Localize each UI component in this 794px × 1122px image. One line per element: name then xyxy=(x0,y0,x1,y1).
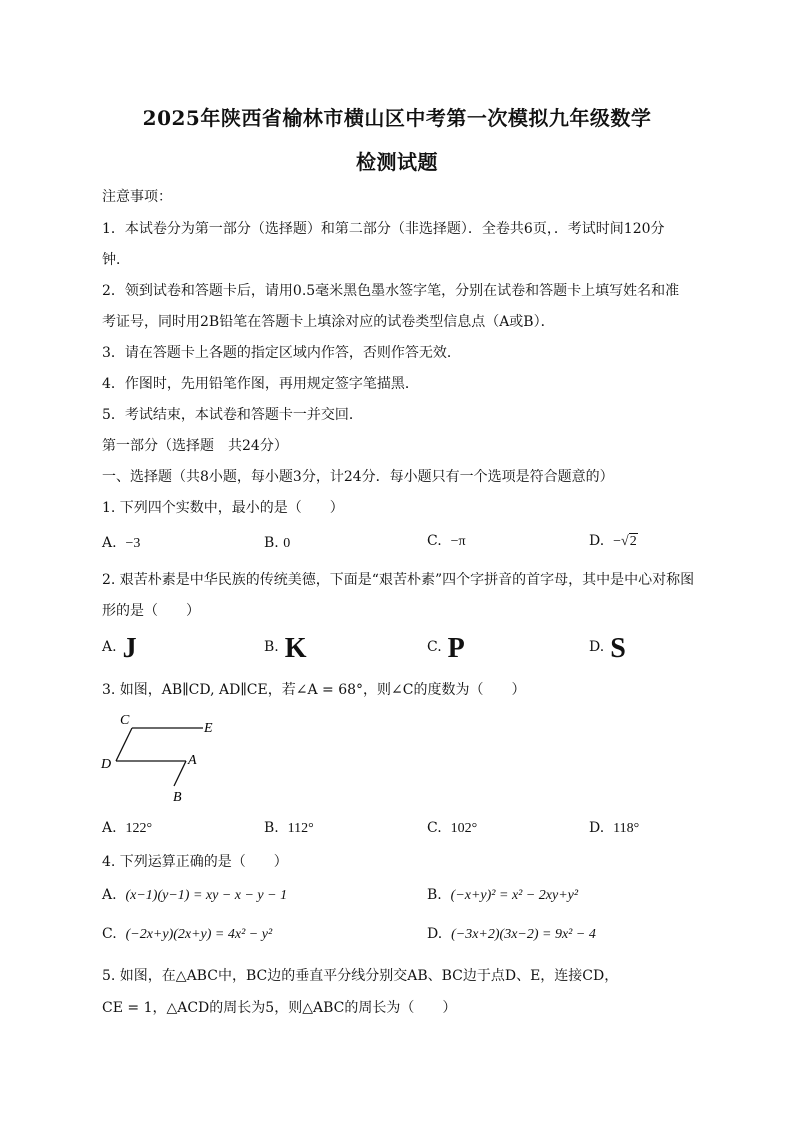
q1-option-d: D. −√2 xyxy=(589,533,637,549)
q2-option-a: A. J xyxy=(102,633,137,664)
q4-option-b: B. (−x+y)² = x² − 2xy+y² xyxy=(427,887,579,903)
note-line: 考证号，同时用2B铅笔在答题卡上填涂对应的试卷类型信息点（A或B）． xyxy=(102,314,555,330)
q4-option-d: D. (−3x+2)(3x−2) = 9x² − 4 xyxy=(427,926,596,942)
note-line: 1．本试卷分为第一部分（选择题）和第二部分（非选择题）．全卷共6页，．考试时间120分 xyxy=(102,221,665,237)
label-a: A xyxy=(188,753,197,768)
page-title-line2: 检测试题 xyxy=(356,150,438,174)
label-b: B xyxy=(173,790,182,805)
q3-option-c: C. 102° xyxy=(427,820,478,836)
note-line: 钟． xyxy=(102,252,130,268)
page-title-line1: 2025年陕西省榆林市横山区中考第一次模拟九年级数学 xyxy=(142,106,652,130)
q4-option-a: A. (x−1)(y−1) = xy − x − y − 1 xyxy=(102,887,288,903)
label-d: D xyxy=(101,757,112,772)
q1-option-b: B. 0 xyxy=(264,535,291,551)
q1-option-a: A. −3 xyxy=(102,535,141,551)
q3-option-b: B. 112° xyxy=(264,820,314,836)
note-line: 4．作图时，先用铅笔作图，再用规定签字笔描黑． xyxy=(102,376,419,392)
note-line: 3．请在答题卡上各题的指定区域内作答，否则作答无效． xyxy=(102,345,461,361)
q2-option-c: C. P xyxy=(427,633,465,664)
part-heading: 第一部分（选择题 共24分） xyxy=(102,438,288,454)
q2-stem-line1: 2. 艰苦朴素是中华民族的传统美德，下面是“艰苦朴素”四个字拼音的首字母，其中是中心对称图 xyxy=(102,572,695,588)
q4-option-c: C. (−2x+y)(2x+y) = 4x² − y² xyxy=(102,926,273,942)
note-line: 2．领到试卷和答题卡后，请用0.5毫米黑色墨水签字笔，分别在试卷和答题卡上填写姓名和准 xyxy=(102,283,680,299)
segment-cd xyxy=(116,728,132,761)
q4-stem: 4. 下列运算正确的是（ ） xyxy=(102,854,288,870)
label-c: C xyxy=(120,713,130,728)
q1-option-c: C. −π xyxy=(427,533,466,549)
q5-stem-line1: 5. 如图，在△ABC中，BC边的垂直平分线分别交AB、BC边于点D、E，连接CD， xyxy=(102,968,619,984)
q5-stem-line2: CE = 1，△ACD的周长为5，则△ABC的周长为（ ） xyxy=(102,1000,457,1016)
q3-option-a: A. 122° xyxy=(102,820,153,836)
q3-figure xyxy=(98,708,238,808)
q3-stem: 3. 如图，AB∥CD, AD∥CE，若∠A = 68°，则∠C的度数为（ ） xyxy=(102,682,526,698)
q3-option-d: D. 118° xyxy=(589,820,640,836)
notes-heading: 注意事项： xyxy=(102,189,172,205)
section-heading: 一、选择题（共8小题，每小题3分，计24分．每小题只有一个选项是符合题意的） xyxy=(102,469,614,485)
q1-stem: 1. 下列四个实数中，最小的是（ ） xyxy=(102,500,344,516)
note-line: 5．考试结束，本试卷和答题卡一并交回． xyxy=(102,407,363,423)
q2-stem-line2: 形的是（ ） xyxy=(102,603,200,619)
segment-ab xyxy=(174,761,186,786)
label-e: E xyxy=(204,721,213,736)
q2-option-b: B. K xyxy=(264,633,307,664)
q2-option-d: D. S xyxy=(589,633,626,664)
